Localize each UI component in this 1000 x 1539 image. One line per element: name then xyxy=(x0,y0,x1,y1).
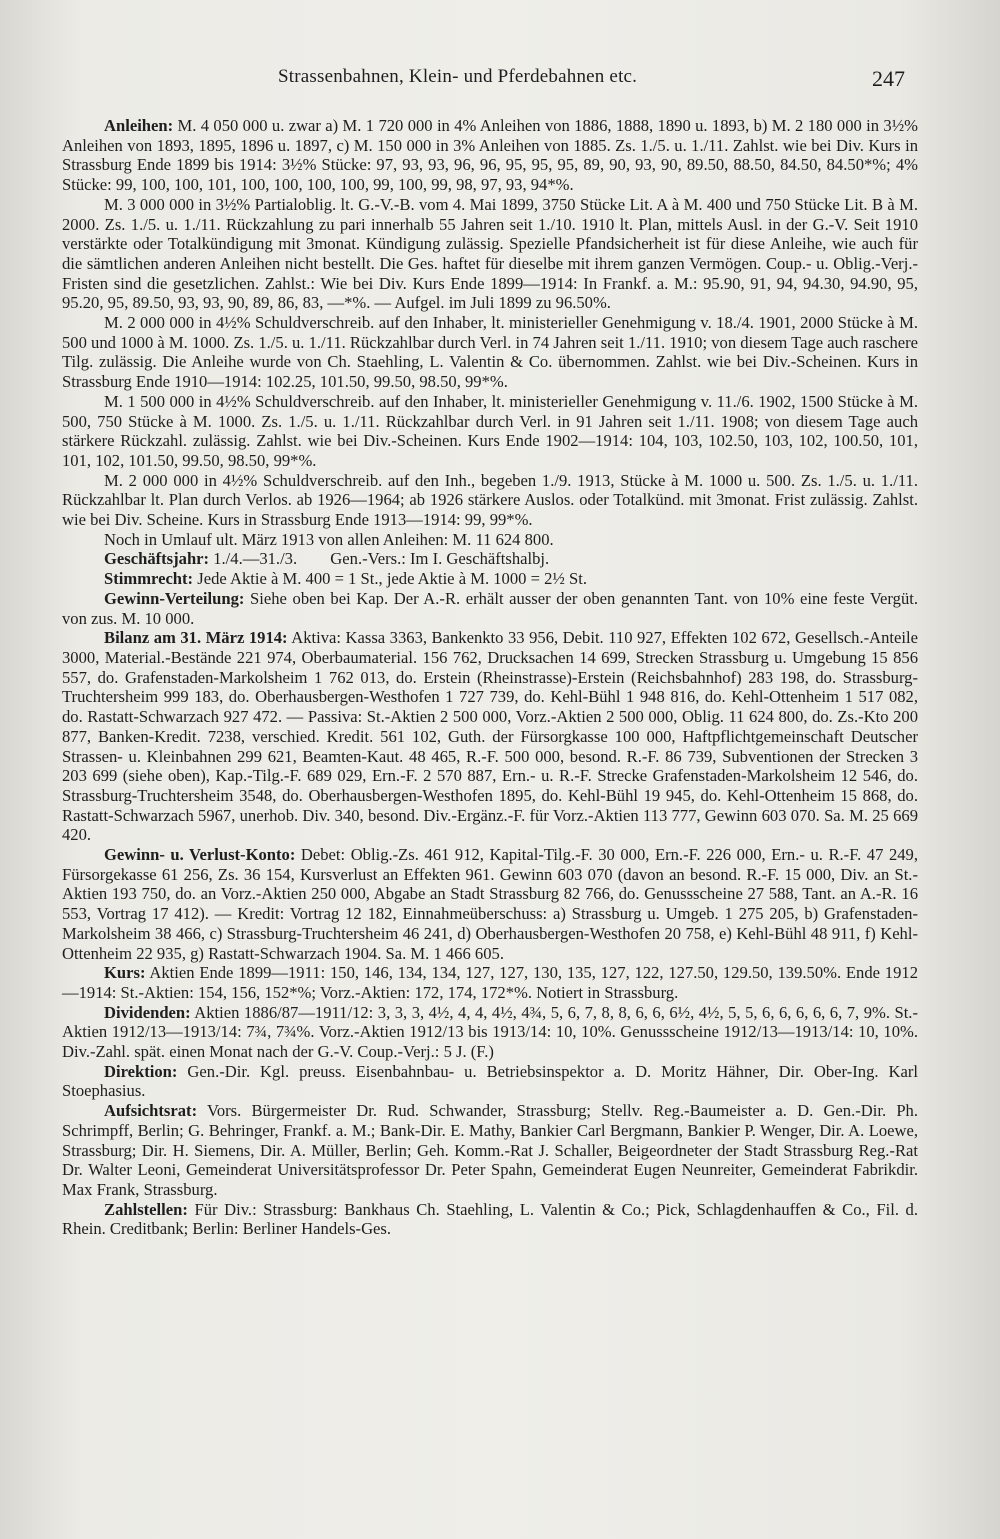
paragraph-gewinn-verteilung xyxy=(62,589,918,628)
body-text xyxy=(62,116,918,1239)
paragraph-label: Geschäftsjahr: xyxy=(104,549,210,569)
paragraph-text: M. 2 000 000 in 4½% Schuldverschreib. auf den Inhaber, lt. ministerieller Genehmigung v. 18./4. 1901, 2000 Stücke à M. 500 und 1000 à M. 1000. Zs. 1./5. u. 1./11. Rückzahlbar durch Verl. in 74 Jahren seit 1./11. 1910; von diesem Tage auch raschere Tilg. zulässig. Die Anleihe wurde von Ch. Staehling, L. Valentin & Co. übernommen. Zahlst. wie bei Div.-Scheinen. Kurs in Strassburg Ende 1910—1914: 102.25, 101.50, 99.50, 98.50, 99*%. xyxy=(62,313,919,392)
paragraph-umlauf xyxy=(62,530,918,550)
paragraph-label: Kurs: xyxy=(104,963,146,983)
paragraph-text: Noch in Umlauf ult. März 1913 von allen Anleihen: M. 11 624 800. xyxy=(104,529,554,549)
page-number: 247 xyxy=(872,66,905,91)
paragraph-label: Bilanz am 31. März 1914: xyxy=(104,628,288,648)
paragraph-text: M. 1 500 000 in 4½% Schuldverschreib. auf den Inhaber, lt. ministerieller Genehmigung v. 11./6. 1902, 1500 Stücke à M. 500, 750 Stücke à M. 1000. Zs. 1./5. u. 1./11. Rückzahlbar durch Verl. in 91 Jahren seit 1./11. 1908; von diesem Tage auch stärkere Rückzahl. zulässig. Zahlst. wie bei Div.-Scheinen. Kurs Ende 1902—1914: 104, 103, 102.50, 103, 102, 100.50, 101, 101, 102, 101.50, 99.50, 98.50, 99*%. xyxy=(62,391,918,470)
paragraph-schuldverschreib-1902 xyxy=(62,392,918,471)
paragraph-label: Direktion: xyxy=(104,1061,178,1081)
paragraph-partialoblig xyxy=(62,195,918,313)
paragraph-text: M. 3 000 000 in 3½% Partialoblig. lt. G.-V.-B. vom 4. Mai 1899, 3750 Stücke Lit. A à M. 400 und 750 Stücke Lit. B à M. 2000. Zs. 1./5. u. 1./11. Rückzahlung zu pari innerhalb 55 Jahren seit 1./10. 1910 lt. Plan, mittels Ausl. in der G.-V. Seit 1910 verstärkte oder Totalkündigung mit 3monat. Kündigung zulässig. Spezielle Pfandsicherheit ist für diese Anleihe, wie auch für die sämtlichen anderen Anleihen nicht bestellt. Die Ges. haftet für dieselbe mit ihrem ganzen Vermögen. Coup.- u. Oblig.-Verj.-Fristen sind die gesetzlichen. Zahlst.: Wie bei Div. Kurs Ende 1899—1914: In Frankf. a. M.: 95.90, 91, 94, 94.30, 94.90, 95, 95.20, 95, 89.50, 93, 93, 90, 89, 86, 83, —*%. — Aufgel. im Juli 1899 zu 96.50%. xyxy=(62,194,918,313)
running-title: Strassenbahnen, Klein- und Pferdebahnen etc. xyxy=(278,66,638,87)
paragraph-gewinn-verlust xyxy=(62,845,918,963)
paragraph-label: Stimmrecht: xyxy=(104,569,194,589)
paragraph-geschaeftsjahr xyxy=(62,549,918,569)
page-header xyxy=(0,66,1000,96)
paragraph-dividenden xyxy=(62,1003,918,1062)
paragraph-direktion xyxy=(62,1062,918,1101)
paragraph-aufsichtsrat xyxy=(62,1101,918,1200)
paragraph-text: Für Div.: Strassburg: Bankhaus Ch. Staehling, L. Valentin & Co.; Pick, Schlagdenhauffen & Co., Fil. d. Rhein. Creditbank; Berlin: Berliner Handels-Ges. xyxy=(62,1199,918,1239)
paragraph-label: Dividenden: xyxy=(104,1002,191,1022)
paragraph-zahlstellen xyxy=(62,1200,918,1239)
paragraph-label: Anleihen: xyxy=(104,116,174,135)
paragraph-text: 1./4.—31./3. Gen.-Vers.: Im I. Geschäftshalbj. xyxy=(209,549,550,569)
paragraph-stimmrecht xyxy=(62,569,918,589)
paragraph-label: Gewinn-Verteilung: xyxy=(104,588,245,608)
paragraph-text: M. 2 000 000 in 4½% Schuldverschreib. auf den Inh., begeben 1./9. 1913, Stücke à M. 1000 u. 500. Zs. 1./5. u. 1./11. Rückzahlbar lt. Plan durch Verlos. ab 1926—1964; ab 1926 stärkere Auslos. oder Totalkünd. mit 3monat. Frist zulässig. Zahlst. wie bei Div. Scheine. Kurs in Strassburg Ende 1913—1914: 99, 99*%. xyxy=(62,470,918,530)
paragraph-anleihen xyxy=(62,116,918,195)
paragraph-bilanz xyxy=(62,628,918,845)
paragraph-text: Siehe oben bei Kap. Der A.-R. erhält ausser der oben genannten Tant. von 10% eine feste Vergüt. von zus. M. 10 000. xyxy=(62,588,918,628)
paragraph-label: Gewinn- u. Verlust-Konto: xyxy=(104,845,296,865)
paragraph-text: Aktien 1886/87—1911/12: 3, 3, 3, 4½, 4, 4, 4½, 4¾, 5, 6, 7, 8, 8, 6, 6, 6½, 4½, 5, 5, 6, 6, 6, 6, 6, 7, 9%. St.-Aktien 1912/13—1913/14: 7¾, 7¾%. Vorz.-Aktien 1912/13 bis 1913/14: 10, 10%. Genussscheine 1912/13—1913/14: 10, 10%. Div.-Zahl. spät. einen Monat nach der G.-V. Coup.-Verj.: 5 J. (F.) xyxy=(62,1002,918,1062)
paragraph-text: M. 4 050 000 u. zwar a) M. 1 720 000 in 4% Anleihen von 1886, 1888, 1890 u. 1893, b) M. 2 180 000 in 3½% Anleihen von 1893, 1895, 1896 u. 1897, c) M. 150 000 in 3% Anleihen von 1885. Zs. 1./5. u. 1./11. Zahlst. wie bei Div. Kurs in Strassburg Ende 1899 bis 1914: 3½% Stücke: 97, 93, 93, 96, 96, 95, 95, 95, 89, 90, 93, 90, 89.50, 88.50, 84.50, 84.50*%; 4% Stücke: 99, 100, 100, 101, 100, 100, 100, 100, 99, 100, 99, 98, 97, 93, 94*%. xyxy=(62,116,918,195)
paragraph-kurs xyxy=(62,963,918,1002)
paragraph-label: Aufsichtsrat: xyxy=(104,1101,198,1121)
paragraph-text: Aktien Ende 1899—1911: 150, 146, 134, 134, 127, 127, 130, 135, 127, 122, 127.50, 129.50, 139.50%. Ende 1912—1914: St.-Aktien: 154, 156, 152*%; Vorz.-Aktien: 172, 174, 172*%. Notiert in Strassburg. xyxy=(62,963,918,1002)
paragraph-schuldverschreib-1901 xyxy=(62,313,918,392)
paragraph-schuldverschreib-1913 xyxy=(62,471,918,530)
paragraph-text: Aktiva: Kassa 3363, Bankenkto 33 956, Debit. 110 927, Effekten 102 672, Gesellsch.-Anteile 3000, Material.-Bestände 221 974, Oberbaumaterial. 156 762, Drucksachen 14 699, Strecken Strassburg u. Umgebung 15 856 557, do. Grafenstaden-Markolsheim 1 762 013, do. Erstein (Rheinstrasse)-Erstein (Reichsbahnhof) 283 198, do. Strassburg-Truchtersheim 999 183, do. Oberhausbergen-Westhofen 1 727 739, do. Kehl-Bühl 1 948 816, do. Kehl-Ottenheim 1 517 082, do. Rastatt-Schwarzach 927 472. — Passiva: St.-Aktien 2 500 000, Vorz.-Aktien 2 500 000, Oblig. 11 624 800, do. Zs.-Kto 200 877, Banken-Kredit. 7238, verschied. Kredit. 561 102, Guth. der Fürsorgkasse 100 000, Haftpflichtgemeinschaft Deutscher Strassen- u. Kleinbahnen 299 621, Beamten-Kaut. 48 465, R.-F. 500 000, besond. R.-F. 86 739, Subventionen der Strecken 3 203 699 (siehe oben), Kap.-Tilg.-F. 689 029, Ern.-F. 2 570 887, Ern.- u. R.-F. Strecke Grafenstaden-Markolsheim 12 546, do. Strassburg-Truchtersheim 3548, do. Oberhausbergen-Westhofen 1895, do. Kehl-Bühl 19 945, do. Kehl-Ottenheim 15 868, do. Rastatt-Schwarzach 5967, unerhob. Div. 340, besond. Div.-Ergänz.-F. für Vorz.-Aktien 113 777, Gewinn 603 070. Sa. M. 25 669 420. xyxy=(62,628,918,845)
paragraph-text: Gen.-Dir. Kgl. preuss. Eisenbahnbau- u. Betriebsinspektor a. D. Moritz Hähner, Dir. Ober-Ing. Karl Stoephasius. xyxy=(62,1061,918,1101)
paragraph-label: Zahlstellen: xyxy=(104,1199,188,1219)
paragraph-text: Jede Aktie à M. 400 = 1 St., jede Aktie à M. 1000 = 2½ St. xyxy=(193,569,587,589)
paragraph-text: Debet: Oblig.-Zs. 461 912, Kapital-Tilg.-F. 30 000, Ern.-F. 226 000, Ern.- u. R.-F. 47 249, Fürsorgekasse 61 256, Zs. 36 154, Kursverlust an Effekten 961. Gewinn 603 070 (davon an besond. R.-F. 15 000, Div. an St.-Aktien 193 750, do. an Vorz.-Aktien 250 000, Abgabe an Stadt Strassburg 82 766, do. Genussscheine 27 588, Tant. an A.-R. 16 553, Vortrag 17 412). — Kredit: Vortrag 12 182, Einnahmeüberschuss: a) Strassburg u. Umgeb. 1 275 205, b) Grafenstaden-Markolsheim 38 466, c) Strassburg-Truchtersheim 46 241, d) Oberhausbergen-Westhofen 20 758, e) Kehl-Bühl 48 911, f) Kehl-Ottenheim 22 935, g) Rastatt-Schwarzach 1904. Sa. M. 1 466 605. xyxy=(62,845,918,963)
paragraph-text: Vors. Bürgermeister Dr. Rud. Schwander, Strassburg; Stellv. Reg.-Baumeister a. D. Gen.-Dir. Ph. Schrimpff, Berlin; G. Behringer, Frankf. a. M.; Bank-Dir. E. Mathy, Bankier Carl Bergmann, Bankier P. Wenger, Dir. A. Loewe, Strassburg; Dir. H. Siemens, Dir. A. Müller, Berlin; Geh. Komm.-Rat J. Schaller, Beigeordneter der Stadt Strassburg Reg.-Rat Dr. Walter Leoni, Gemeinderat Universitätsprofessor Dr. Peter Spahn, Gemeinderat Eugen Neunreiter, Gemeinderat Fabrikdir. Max Frank, Strassburg. xyxy=(62,1101,918,1199)
